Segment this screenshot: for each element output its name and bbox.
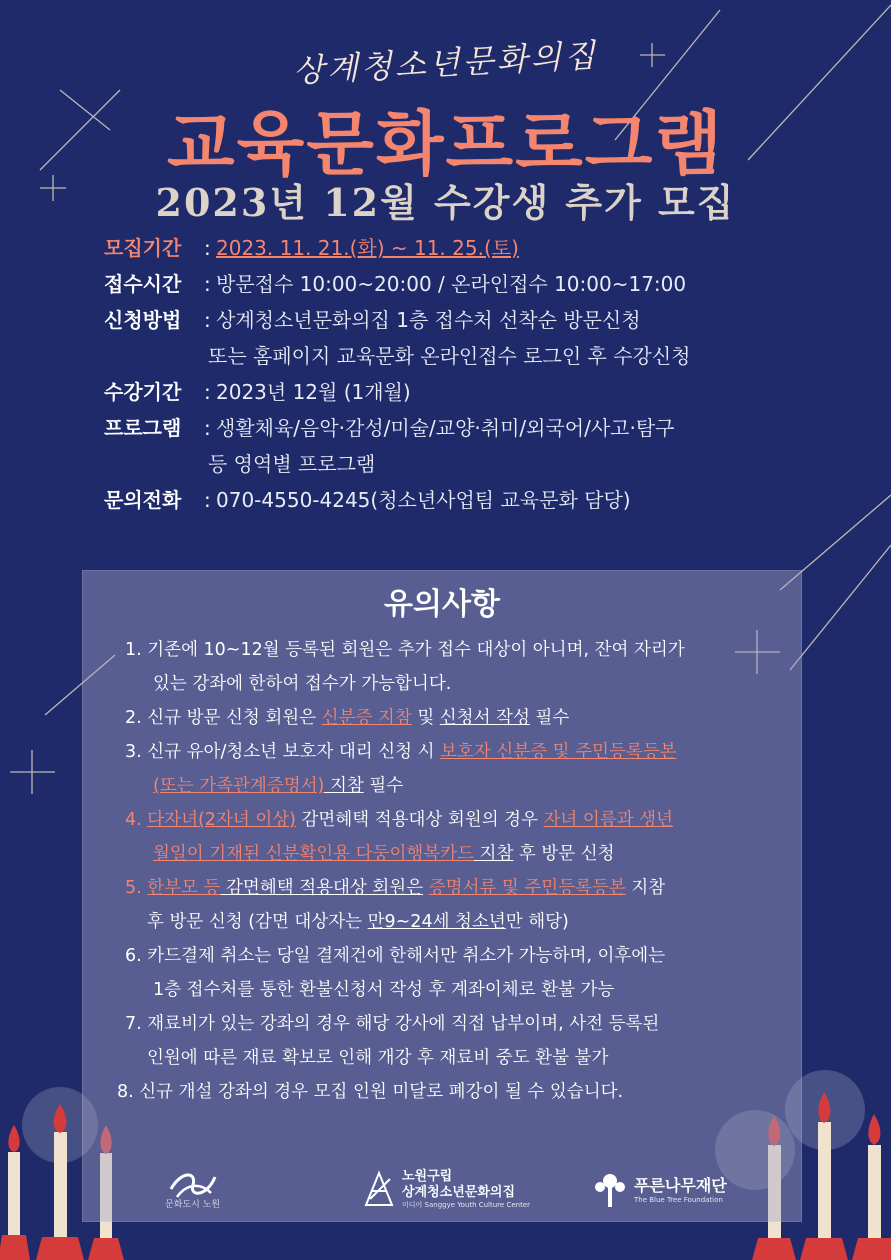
info-value: 생활체육/음악·감성/미술/교양·취미/외국어/사고·탐구 (216, 416, 675, 440)
center-logo-icon (362, 1169, 396, 1209)
page-title: 교육문화프로그램 (167, 103, 724, 185)
info-value: 2023. 11. 21.(화) ~ 11. 25.(토) (216, 236, 519, 260)
info-value-continued: 또는 홈페이지 교육문화 온라인접수 로그인 후 수강신청 (208, 344, 691, 368)
candle-icon (800, 1092, 848, 1260)
subtitle: 상계청소년문화의집 (292, 36, 599, 90)
notice-item: 2. 신규 방문 신청 회원은 신분증 지참 및 신청서 작성 필수 (125, 708, 570, 728)
info-row-time: 접수시간 : 방문접수 10:00~20:00 / 온라인접수 10:00~17:00 (104, 266, 804, 302)
info-label: 모집기간 (104, 236, 182, 260)
info-row-program: 프로그램 : 생활체육/음악·감성/미술/교양·취미/외국어/사고·탐구 (104, 410, 804, 446)
notice-item: 1. 기존에 10~12월 등록된 회원은 추가 접수 대상이 아니며, 잔여 자리가 있는 강좌에 한하여 접수가 가능합니다. (125, 640, 685, 694)
candle-icon (36, 1104, 84, 1260)
info-label: 프로그램 (104, 416, 182, 440)
info-value: 방문접수 10:00~20:00 / 온라인접수 10:00~17:00 (216, 272, 687, 296)
tree-icon (592, 1169, 628, 1209)
info-section (104, 230, 804, 518)
notice-item: 7. 재료비가 있는 강좌의 경우 해당 강사에 직접 납부이며, 사전 등록된 인원에 따른 재료 확보로 인해 개강 후 재료비 중도 환불 불가 (125, 1014, 660, 1068)
info-row-contact: 문의전화 : 070-4550-4245(청소년사업팀 교육문화 담당) (104, 482, 804, 518)
notice-list (117, 633, 785, 1109)
notice-panel (82, 570, 802, 1222)
info-value: 2023년 12월 (1개월) (216, 380, 411, 404)
nowon-logo (165, 1158, 220, 1220)
info-value-continued: 등 영역별 프로그램 (208, 452, 376, 476)
info-value: 070-4550-4245(청소년사업팀 교육문화 담당) (216, 488, 631, 512)
tree-foundation-logo: 푸른나무재단 The Blue Tree Foundation (592, 1158, 727, 1220)
notice-title: 유의사항 (384, 587, 500, 622)
candle-icon (0, 1125, 30, 1260)
notice-item: 3. 신규 유아/청소년 보호자 대리 신청 시 보호자 신분증 및 주민등록등본 (또는 가족관계증명서) 지참 필수 (125, 742, 677, 796)
info-label: 접수시간 (104, 272, 182, 296)
center-logo: 노원구립 상계청소년문화의집 미디어 Sanggye Youth Culture Center (362, 1158, 530, 1220)
nowon-label: 문화도시 노원 (165, 1199, 221, 1210)
info-row-duration: 수강기간 : 2023년 12월 (1개월) (104, 374, 804, 410)
candle-icon (852, 1114, 891, 1260)
info-label: 신청방법 (104, 308, 182, 332)
notice-item: 6. 카드결제 취소는 당일 결제건에 한해서만 취소가 가능하며, 이후에는 1층 접수처를 통한 환불신청서 작성 후 계좌이체로 환불 가능 (125, 946, 666, 1000)
notice-item: 5. 한부모 등 감면혜택 적용대상 회원은 증명서류 및 주민등록등본 지참 후 방문 신청 (감면 대상자는 만9~24세 청소년만 해당) (125, 878, 666, 932)
info-label: 문의전화 (104, 488, 182, 512)
info-row-method: 신청방법 : 상계청소년문화의집 1층 접수처 선착순 방문신청 (104, 302, 804, 338)
info-row-period: 모집기간 : 2023. 11. 21.(화) ~ 11. 25.(토) (104, 230, 804, 266)
info-label: 수강기간 (104, 380, 182, 404)
headline: 2023년 12월 수강생 추가 모집 (155, 180, 736, 225)
nowon-swirl-icon (167, 1169, 219, 1201)
info-value: 상계청소년문화의집 1층 접수처 선착순 방문신청 (216, 308, 641, 332)
notice-item: 4. 다자녀(2자녀 이상) 감면혜택 적용대상 회원의 경우 자녀 이름과 생년 월일이 기재된 신분확인용 다둥이행복카드 지참 후 방문 신청 (125, 810, 673, 864)
notice-item: 8. 신규 개설 강좌의 경우 모집 인원 미달로 폐강이 될 수 있습니다. (117, 1082, 624, 1102)
